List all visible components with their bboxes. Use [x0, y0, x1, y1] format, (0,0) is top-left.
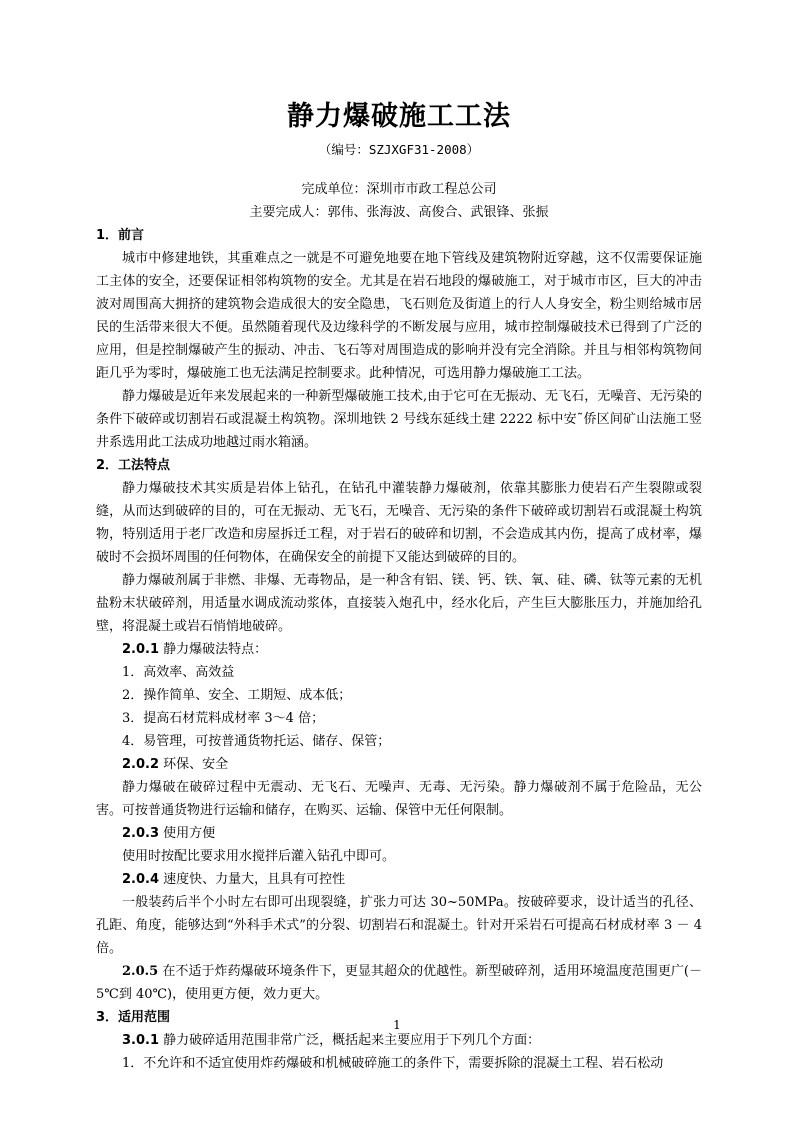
subsection-number: 2.0.4 [122, 872, 160, 887]
subsection-2-0-1 [96, 638, 702, 661]
subsection-3-0-1 [96, 1029, 702, 1052]
list-item: 3．提高石材荒料成材率 3～4 倍； [122, 711, 325, 726]
list-item: 1．不允许和不适宜使用炸药爆破和机械破碎施工的条件下，需要拆除的混凝土工程、岩石松动 [122, 1056, 664, 1071]
document-title: 静力爆破施工工法 [287, 101, 511, 132]
subsection-text: 静力破碎适用范围非常广泛，概括起来主要应用于下列几个方面： [159, 1033, 541, 1048]
section-heading-features: 2．工法特点 [96, 458, 171, 473]
subsection-number: 2.0.3 [122, 826, 160, 841]
list-item: 4．易管理，可按普通货物托运、储存、保管； [122, 734, 391, 749]
paragraph: 静力爆破是近年来发展起来的一种新型爆破施工技术,由于它可在无振动、无飞石，无噪音、无污染的条件下破碎或切割岩石或混凝土构筑物。深圳地铁 2 号线东延线土建 2222 标中安˜侨区间矿山法施工竖井系选用此工法成功地越过雨水箱涵。 [96, 389, 702, 450]
subsection-2-0-3 [96, 822, 702, 845]
list-item: 1．高效率、高效益 [122, 665, 235, 680]
paragraph: 城市中修建地铁，其重难点之一就是不可避免地要在地下管线及建筑物附近穿越，这不仅需要保证施工主体的安全，还要保证相邻构筑物的安全。尤其是在岩石地段的爆破施工，对于城市市区，巨大的冲击波对周围高大拥挤的建筑物会造成很大的安全隐患，飞石则危及街道上的行人人身安全，粉尘则给城市居民的生活带来很大不便。虽然随着现代及边缘科学的不断发展与应用，城市控制爆破技术已得到了广泛的应用，但是控制爆破产生的振动、冲击、飞石等对周围造成的影响并没有完全消除。并且与相邻构筑物间距几乎为零时，爆破施工也无法满足控制要求。此种情况，可选用静力爆破施工工法。 [96, 251, 702, 381]
main-authors: 主要完成人：郭伟、张海波、高俊合、武银锋、张振 [249, 205, 549, 220]
section-heading-scope: 3．适用范围 [96, 1010, 171, 1025]
subsection-number: 3.0.1 [122, 1033, 160, 1048]
paragraph: 使用时按配比要求用水搅拌后灌入钻孔中即可。 [122, 849, 396, 864]
subsection-number: 2.0.5 [122, 964, 159, 979]
subsection-text: 使用方便 [159, 826, 216, 841]
list-item: 2．操作简单、安全、工期短、成本低； [122, 688, 352, 703]
completion-unit: 完成单位：深圳市市政工程总公司 [301, 182, 497, 197]
paragraph: 静力爆破技术其实质是岩体上钻孔，在钻孔中灌装静力爆破剂，依靠其膨胀力使岩石产生裂隙或裂缝，从而达到破碎的目的，可在无振动、无飞石，无噪音、无污染的条件下破碎或切割岩石或混凝土构筑物，特别适用于老厂改造和房屋拆迁工程，对于岩石的破碎和切割，不会造成其内伤，提高了成材率，爆破时不会损坏周围的任何物体，在确保安全的前提下又能达到破碎的目的。 [96, 481, 702, 565]
subsection-number: 2.0.2 [122, 757, 160, 772]
document-body [96, 100, 702, 1075]
subsection-text: 环保、安全 [159, 757, 229, 772]
section-heading-preface: 1．前言 [96, 228, 145, 243]
paragraph: 一般装药后半个小时左右即可出现裂缝，扩张力可达 30~50MPa。按破碎要求，设计适当的孔径、孔距、角度，能够达到“外科手术式”的分裂、切割岩石和混凝土。针对开采岩石可提高石材成材率 3 － 4 倍。 [96, 895, 702, 956]
subsection-2-0-4 [96, 868, 702, 891]
subsection-2-0-5 [96, 960, 702, 1006]
subsection-text: 在不适于炸药爆破环境条件下，更显其超众的优越性。新型破碎剂，适用环境温度范围更广(－5℃到 40℃)，使用更方便，效力更大。 [96, 964, 702, 1002]
subsection-text: 速度快、力量大，且具有可控性 [159, 872, 346, 887]
subsection-number: 2.0.1 [122, 642, 160, 657]
document-code: （编号：SZJXGF31-2008） [318, 142, 480, 157]
subsection-2-0-2 [96, 753, 702, 776]
paragraph: 静力爆破在破碎过程中无震动、无飞石、无噪声、无毒、无污染。静力爆破剂不属于危险品，无公害。可按普通货物进行运输和储存，在购买、运输、保管中无任何限制。 [96, 780, 702, 818]
page-number: 1 [393, 1018, 401, 1032]
subsection-text: 静力爆破法特点： [159, 642, 268, 657]
paragraph: 静力爆破剂属于非燃、非爆、无毒物品，是一种含有铝、镁、钙、铁、氧、硅、磷、钛等元素的无机盐粉末状破碎剂，用适量水调成流动浆体，直接装入炮孔中，经水化后，产生巨大膨胀压力，并施加给孔壁，将混凝土或岩石悄悄地破碎。 [96, 573, 702, 634]
